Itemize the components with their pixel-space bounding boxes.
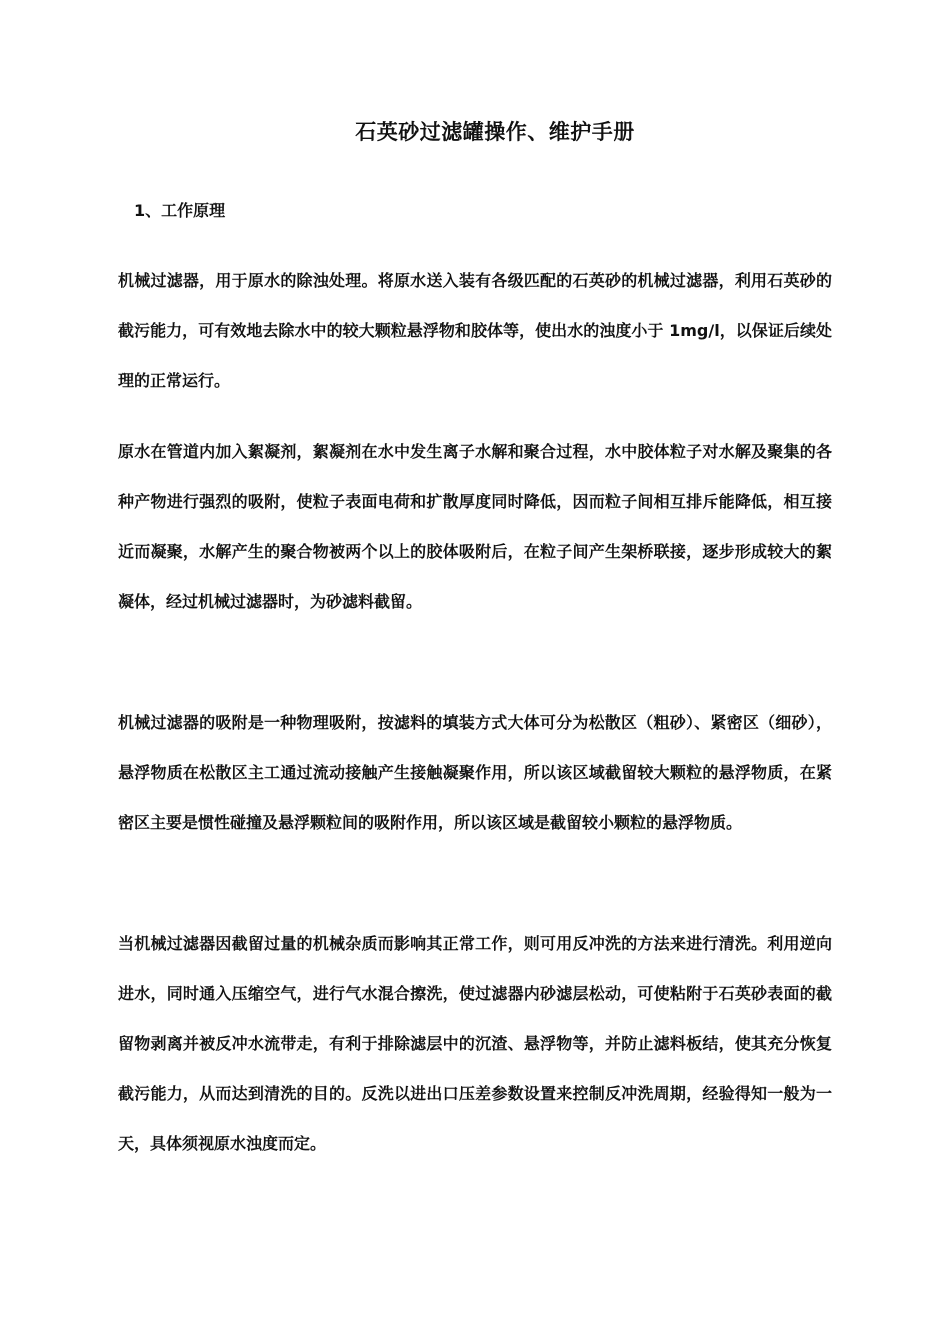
paragraph-backwash: 当机械过滤器因截留过量的机械杂质而影响其正常工作，则可用反冲洗的方法来进行清洗。利用逆向进水，同时通入压缩空气，进行气水混合擦洗，使过滤器内砂滤层松动，可使粘附于石英砂表面的截留物剥离并被反冲水流带走，有利于排除滤层中的沉渣、悬浮物等，并防止滤料板结，使其充分恢复截污能力，从而达到清洗的目的。反洗以进出口压差参数设置来控制反冲洗周期，经验得知一般为一天，具体须视原水浊度而定。 (118, 934, 832, 1153)
paragraph-principle-overview: 机械过滤器，用于原水的除浊处理。将原水送入装有各级匹配的石英砂的机械过滤器，利用石英砂的截污能力，可有效地去除水中的较大颗粒悬浮物和胶体等，使出水的浊度小于 1mg/l，以保证后续处理的正常运行。 (118, 271, 832, 390)
section-heading: 1、工作原理 (134, 201, 226, 220)
paragraph-flocculation: 原水在管道内加入絮凝剂，絮凝剂在水中发生离子水解和聚合过程，水中胶体粒子对水解及聚集的各种产物进行强烈的吸附，使粒子表面电荷和扩散厚度同时降低，因而粒子间相互排斥能降低，相互接近而凝聚，水解产生的聚合物被两个以上的胶体吸附后，在粒子间产生架桥联接，逐步形成较大的絮凝体，经过机械过滤器时，为砂滤料截留。 (118, 442, 832, 611)
paragraph-adsorption: 机械过滤器的吸附是一种物理吸附，按滤料的填装方式大体可分为松散区（粗砂）、紧密区（细砂），悬浮物质在松散区主工通过流动接触产生接触凝聚作用，所以该区域截留较大颗粒的悬浮物质，在紧密区主要是惯性碰撞及悬浮颗粒间的吸附作用，所以该区域是截留较小颗粒的悬浮物质。 (118, 713, 832, 832)
document-title: 石英砂过滤罐操作、维护手册 (355, 120, 635, 144)
